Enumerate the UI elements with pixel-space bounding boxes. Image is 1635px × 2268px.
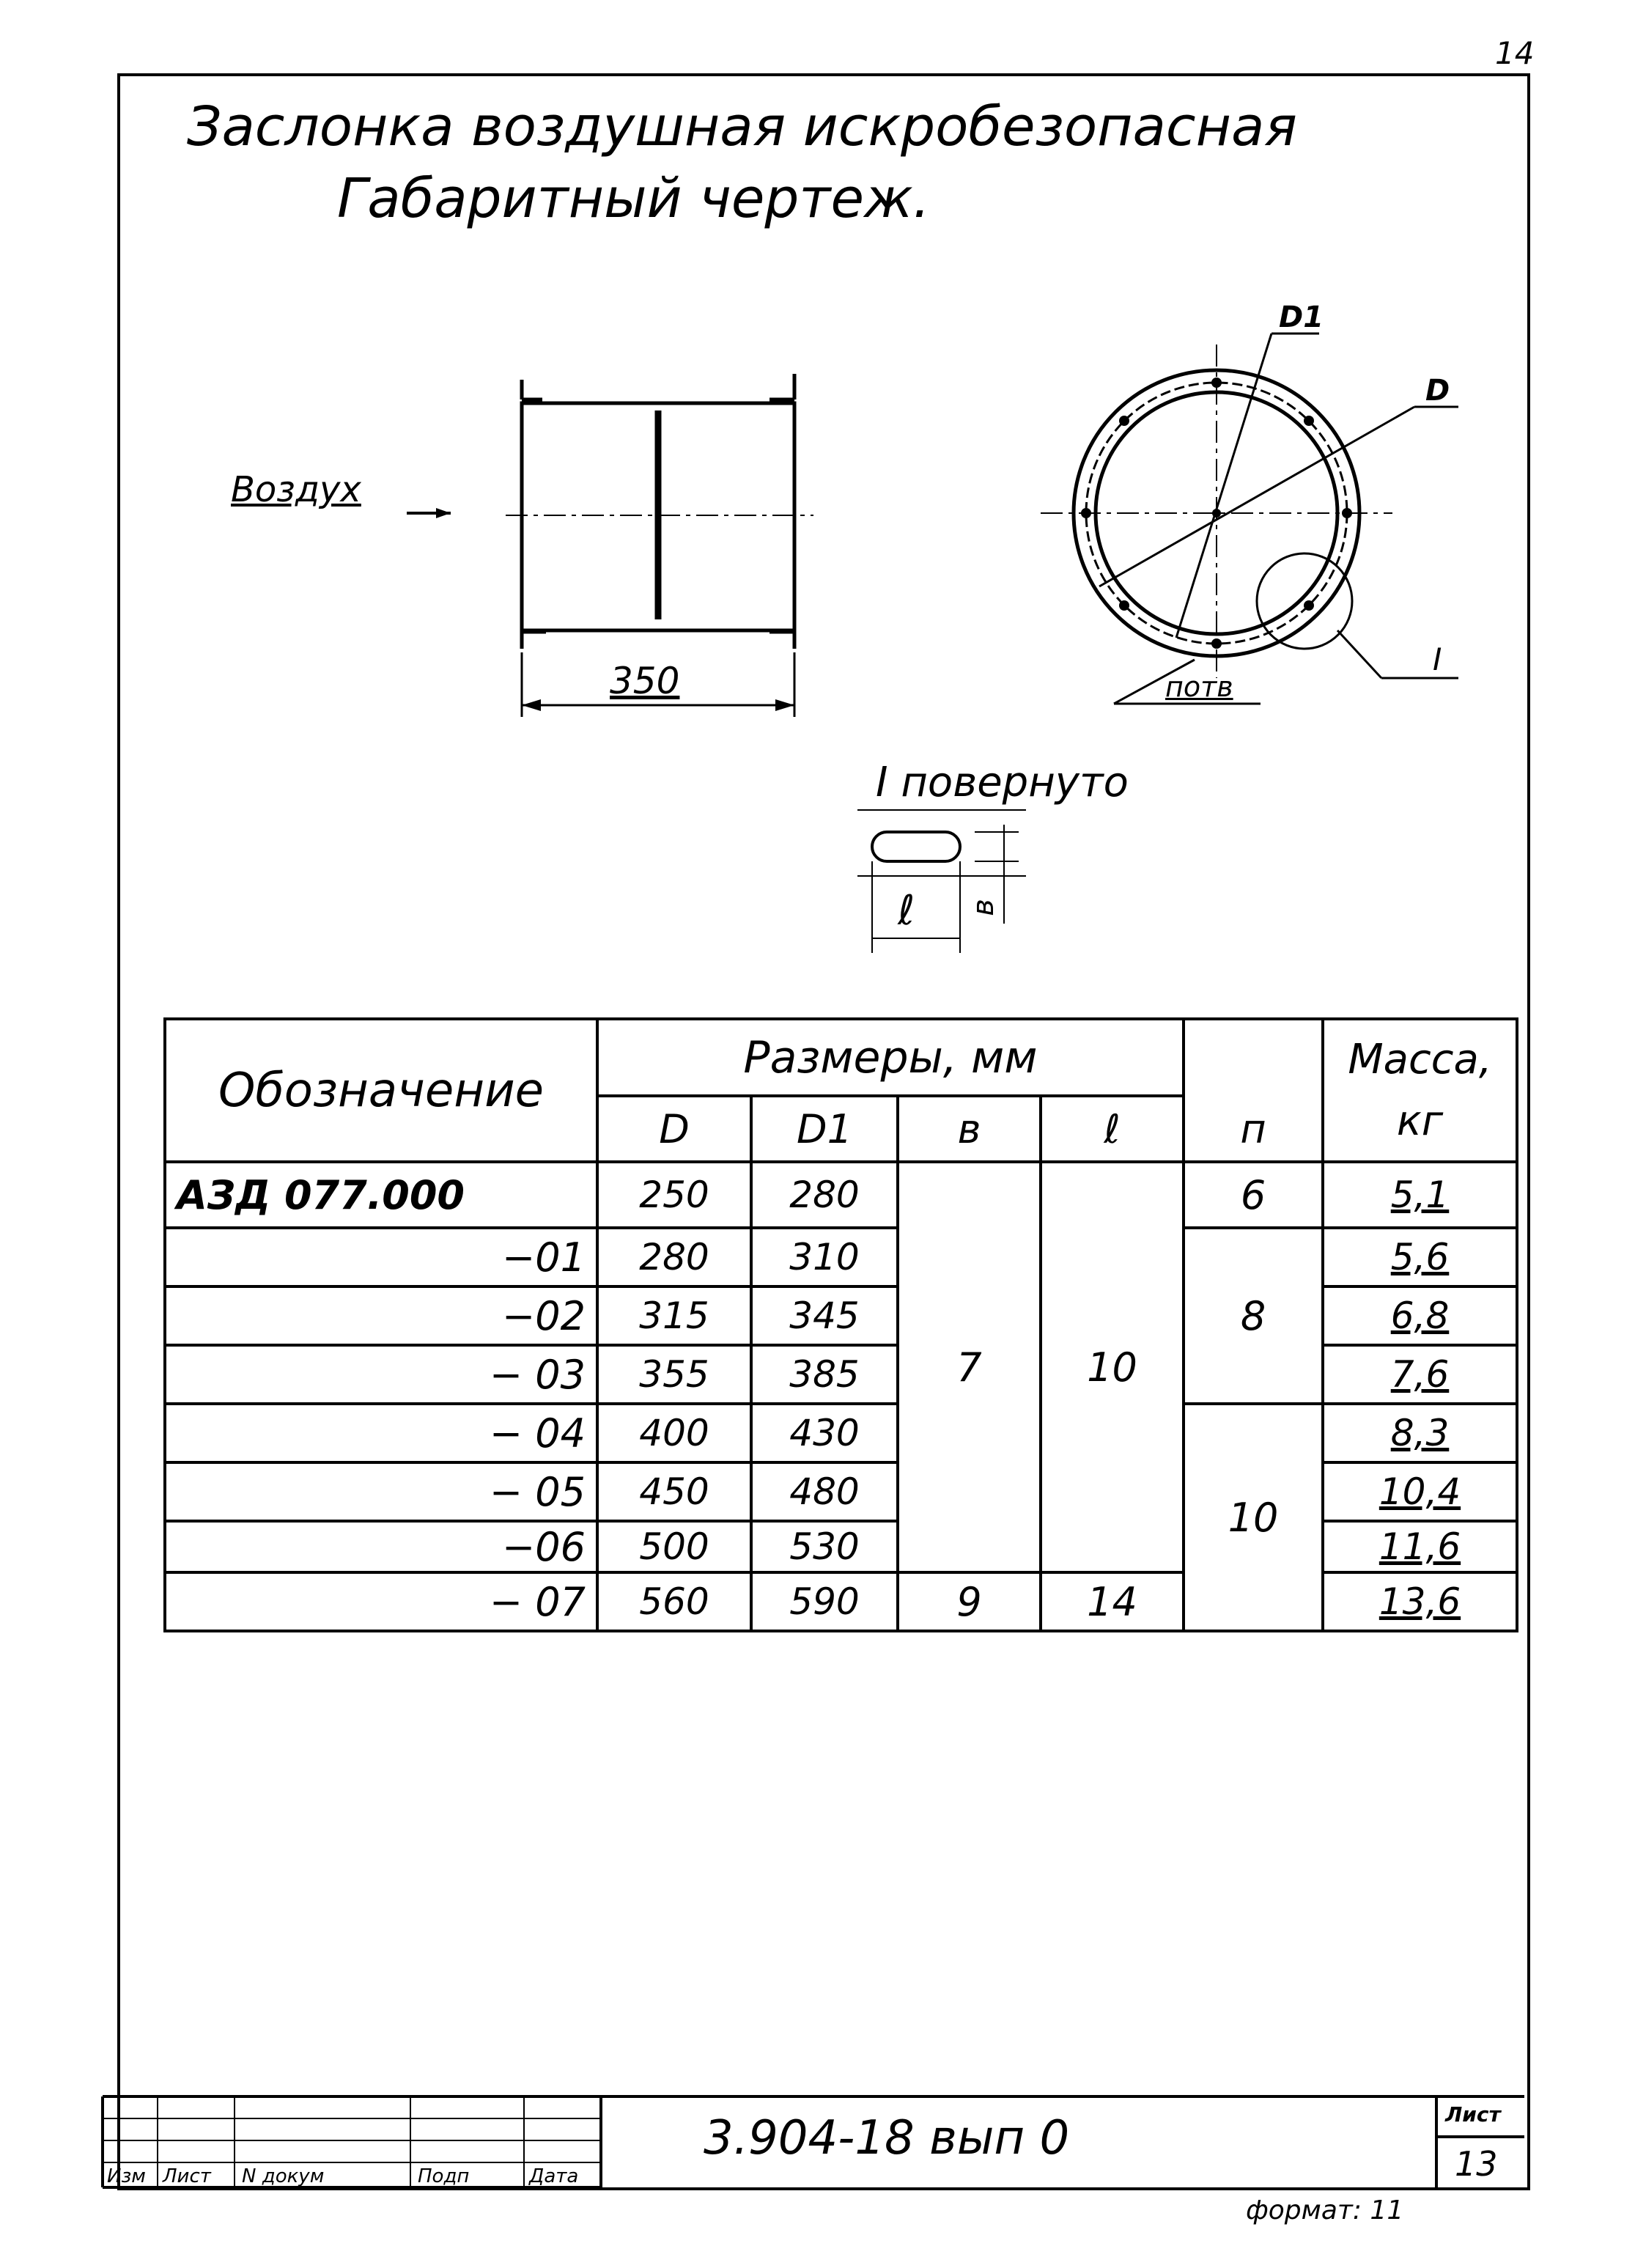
table-row-designation: − 03 [489, 1351, 586, 1398]
table-cell-mass: 11,6 [1379, 1525, 1461, 1568]
col-izm: Изм [107, 2165, 146, 2187]
table-cell-D1: 310 [789, 1236, 860, 1278]
table-cell-D1: 530 [789, 1525, 860, 1568]
table-row-designation: −06 [502, 1523, 586, 1570]
table-row-designation: − 05 [489, 1468, 586, 1515]
header-designation: Обозначение [218, 1063, 545, 1118]
header-b: в [957, 1105, 981, 1152]
sheet-label: Лист [1445, 2102, 1501, 2127]
table-cell-b-common: 7 [956, 1344, 982, 1391]
header-D: D [659, 1105, 690, 1152]
table-cell-l-common: 10 [1087, 1344, 1137, 1391]
title-line-2: Габаритный чертеж. [337, 167, 931, 230]
page-number: 14 [1495, 35, 1535, 71]
table-cell-b-last: 9 [956, 1578, 982, 1625]
table-row-designation: −01 [502, 1234, 586, 1281]
detail-marker: I [1433, 641, 1442, 677]
table-cell-D1: 345 [789, 1295, 860, 1337]
table-cell-mass: 7,6 [1390, 1353, 1450, 1396]
table-cell-mass: 13,6 [1379, 1580, 1461, 1623]
table-row-designation: − 04 [489, 1410, 586, 1457]
table-cell-mass: 8,3 [1390, 1412, 1450, 1454]
doc-code: 3.904-18 вып 0 [704, 2111, 1070, 2165]
air-label: Воздух [231, 469, 361, 510]
table-cell-D1: 430 [789, 1412, 860, 1454]
table-row-designation: − 07 [489, 1578, 586, 1625]
col-podp: Подп [418, 2165, 470, 2187]
l-label: ℓ [898, 887, 915, 935]
header-D1: D1 [797, 1105, 852, 1152]
table-row-designation: −02 [502, 1292, 586, 1339]
table-cell-D: 400 [639, 1412, 709, 1454]
table-cell-D: 355 [639, 1353, 709, 1396]
title-line-1: Заслонка воздушная искробезопасная [187, 95, 1297, 158]
header-n: п [1240, 1105, 1266, 1152]
table-cell-D: 280 [639, 1236, 709, 1278]
header-l: ℓ [1104, 1105, 1121, 1152]
sheet-number: 13 [1455, 2144, 1498, 2184]
table-cell-D1: 385 [789, 1353, 860, 1396]
b-label: в [966, 899, 1000, 916]
table-cell-mass: 6,8 [1390, 1295, 1450, 1337]
table-cell-D: 250 [639, 1174, 709, 1216]
table-cell-D1: 590 [789, 1580, 860, 1623]
table-cell-mass: 5,1 [1390, 1174, 1450, 1216]
table-cell-n-group1: 6 [1240, 1171, 1266, 1218]
table-cell-n-group2: 8 [1240, 1292, 1266, 1339]
table-cell-l-last: 14 [1087, 1578, 1137, 1625]
header-mass: Масса, кг [1348, 1035, 1492, 1145]
table-cell-D: 500 [639, 1525, 709, 1568]
header-sizes: Размеры, мм [743, 1031, 1038, 1083]
table-cell-D: 560 [639, 1580, 709, 1623]
table-cell-D1: 480 [789, 1470, 860, 1513]
table-row-designation: АЗД 077.000 [177, 1171, 465, 1218]
table-cell-D: 315 [639, 1295, 709, 1337]
col-data: Дата [529, 2165, 579, 2187]
holes-label: потв [1165, 671, 1233, 703]
detail-caption: I повернуто [876, 759, 1129, 806]
table-cell-D1: 280 [789, 1174, 860, 1216]
format-label: формат: 11 [1246, 2195, 1404, 2225]
d-label: D [1425, 374, 1450, 408]
table-cell-n-group3: 10 [1228, 1494, 1279, 1541]
table-cell-D: 450 [639, 1470, 709, 1513]
table-cell-mass: 10,4 [1379, 1470, 1461, 1513]
col-ndoc: N докум [242, 2165, 325, 2187]
table-cell-mass: 5,6 [1390, 1236, 1450, 1278]
length-dim: 350 [610, 660, 680, 702]
d1-label: D1 [1279, 301, 1324, 334]
col-list: Лист [163, 2165, 211, 2187]
